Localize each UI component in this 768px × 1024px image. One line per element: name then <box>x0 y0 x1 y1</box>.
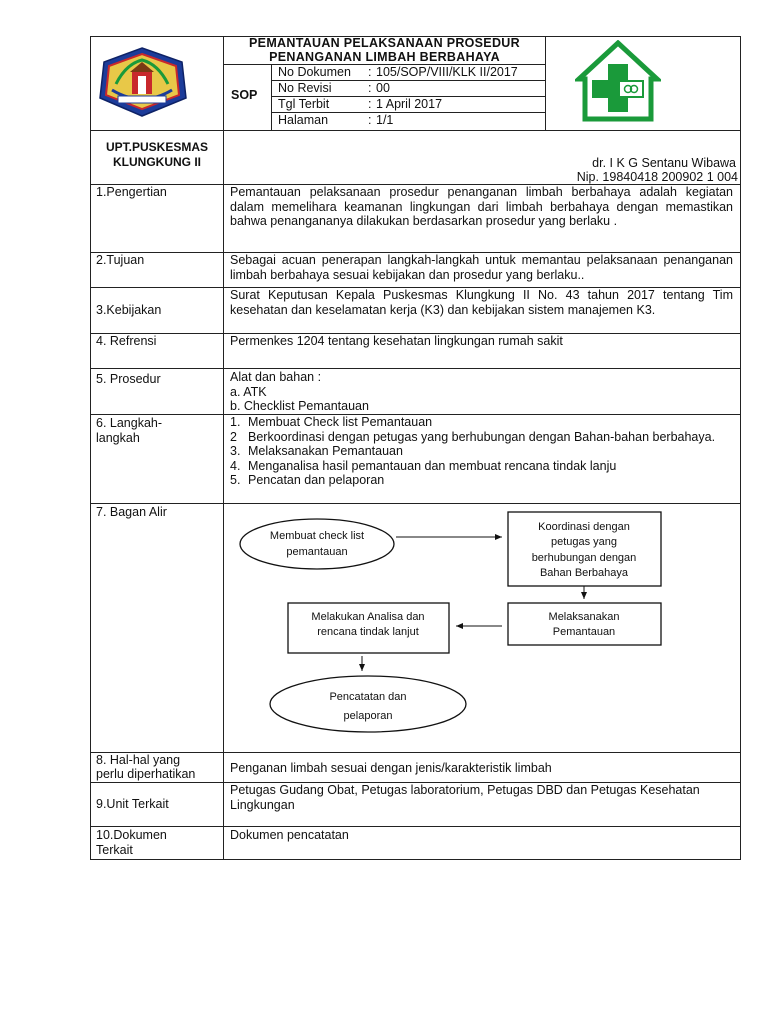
prosedur-line2: a. ATK <box>230 384 267 399</box>
flow-node-koordinasi-line3: berhubungan dengan <box>531 552 637 564</box>
flow-node-pencatatan-line1: Pencatatan dan <box>329 691 407 703</box>
document-title-line1: PEMANTAUAN PELAKSANAAN PROSEDUR <box>249 36 520 50</box>
meta-key: Halaman <box>278 113 329 127</box>
list-item <box>230 444 733 459</box>
sop-label: SOP <box>231 88 258 102</box>
langkah-label-line1: 6. Langkah- <box>96 416 163 430</box>
flow-node-melaksanakan-line1: Melaksanakan <box>548 611 620 623</box>
meta-colon: : <box>368 81 372 95</box>
list-item <box>230 430 733 445</box>
meta-row-tgl-terbit <box>272 96 542 112</box>
step-number: 5. <box>230 473 241 487</box>
row-text-hal: Penganan limbah sesuai dengan jenis/karakteristik limbah <box>230 761 552 775</box>
step-number: 3. <box>230 444 241 458</box>
step-text: Berkoordinasi dengan petugas yang berhubungan dengan Bahan-bahan berbahaya. <box>248 429 716 444</box>
dokumen-label-line2: Terkait <box>96 843 133 857</box>
list-item <box>230 459 733 474</box>
organization-name <box>91 140 223 170</box>
meta-value: 1/1 <box>376 113 394 127</box>
row-label-unit: 9.Unit Terkait <box>96 797 169 811</box>
flow-node-analisa-line1: Melakukan Analisa dan <box>311 611 425 623</box>
meta-value: 1 April 2017 <box>376 97 443 111</box>
meta-value: 105/SOP/VIII/KLK II/2017 <box>376 65 518 79</box>
step-text: Melaksanakan Pemantauan <box>248 444 403 458</box>
flow-node-koordinasi-line4: Bahan Berbahaya <box>539 567 629 579</box>
organization-line1: UPT.PUSKESMAS <box>105 140 209 154</box>
organization-line2: KLUNGKUNG II <box>113 155 201 169</box>
row-text-prosedur <box>230 370 733 414</box>
meta-row-halaman <box>272 112 542 128</box>
row-label-hal <box>96 753 195 781</box>
row-label-tujuan: 2.Tujuan <box>96 253 145 267</box>
meta-key: No Dokumen <box>278 65 351 79</box>
step-number: 4. <box>230 458 241 473</box>
row-label-bagan: 7. Bagan Alir <box>96 505 167 519</box>
row-text-referensi: Permenkes 1204 tentang kesehatan lingkungan rumah sakit <box>230 334 563 348</box>
regional-crest-logo <box>96 46 188 118</box>
step-text: Pencatan dan pelaporan <box>248 473 385 487</box>
meta-key: No Revisi <box>278 81 332 95</box>
flow-node-koordinasi-line2: petugas yang <box>550 536 618 548</box>
prosedur-line1: Alat dan bahan : <box>230 370 322 384</box>
meta-row-no-revisi <box>272 80 542 96</box>
meta-value: 00 <box>376 81 390 95</box>
meta-colon: : <box>368 113 372 127</box>
flow-node-checklist <box>240 519 394 569</box>
prosedur-line3: b. Checklist Pemantauan <box>230 399 369 413</box>
steps-list <box>230 415 733 488</box>
row-text-unit: Petugas Gudang Obat, Petugas laboratorium, Petugas DBD dan Petugas Kesehatan Lingkungan <box>230 783 700 812</box>
row-text-pengertian: Pemantauan pelaksanaan prosedur penanganan limbah berbahaya adalah kegiatan dalam memelihara keamanan lingkungan dari limbah berbahaya dengan memastikan bahwa penangananya dilakukan berdasarkan prosedur yang berlaku . <box>230 185 733 228</box>
flow-node-melaksanakan-line2: Pemantauan <box>552 626 616 638</box>
list-item <box>230 415 733 430</box>
puskesmas-logo <box>575 40 661 124</box>
dokumen-label-line1: 10.Dokumen <box>96 828 167 842</box>
langkah-label-line2: langkah <box>96 430 140 445</box>
step-number: 2 <box>230 429 237 444</box>
row-label-dokumen <box>96 828 167 858</box>
signer-nip: Nip. 19840418 200902 1 004 <box>576 170 738 184</box>
row-text-tujuan: Sebagai acuan penerapan langkah-langkah untuk memantau pelaksanaan penanganan limbah berbahaya sesuai kebijakan dan prosedur yang berlaku.. <box>230 253 733 282</box>
row-label-langkah <box>96 416 162 445</box>
row-label-prosedur: 5. Prosedur <box>96 372 161 386</box>
document-title-line2: PENANGANAN LIMBAH BERBAHAYA <box>269 49 500 64</box>
row-label-pengertian: 1.Pengertian <box>96 185 167 199</box>
flow-node-koordinasi-line1: Koordinasi dengan <box>538 521 630 533</box>
flow-node-analisa-line2: rencana tindak lanjut <box>317 626 419 638</box>
row-text-dokumen: Dokumen pencatatan <box>230 828 349 842</box>
row-text-kebijakan: Surat Keputusan Kepala Puskesmas Klungkung II No. 43 tahun 2017 tentang Tim kesehatan dan keselamatan kerja (K3) dan kebijakan sistem manajemen K3. <box>230 288 733 317</box>
list-item <box>230 473 733 488</box>
step-text: Menganalisa hasil pemantauan dan membuat rencana tindak lanju <box>248 458 617 473</box>
row-label-referensi: 4. Refrensi <box>96 334 157 348</box>
meta-colon: : <box>368 97 372 111</box>
document-title <box>224 37 545 64</box>
row-label-kebijakan: 3.Kebijakan <box>96 303 162 317</box>
meta-colon: : <box>368 65 372 79</box>
step-text: Membuat Check list Pemantauan <box>248 415 433 429</box>
signer-name: dr. I K G Sentanu Wibawa <box>592 156 736 170</box>
meta-key: Tgl Terbit <box>278 97 330 111</box>
flowchart <box>224 504 740 752</box>
flow-node-checklist-line2: pemantauan <box>286 546 348 558</box>
step-number: 1. <box>230 415 241 429</box>
meta-row-no-dokumen <box>272 64 542 80</box>
flow-node-checklist-line1: Membuat check list <box>269 530 365 542</box>
flow-node-pencatatan <box>270 676 466 732</box>
flow-node-melaksanakan <box>508 603 661 645</box>
hal-label-line2: perlu diperhatikan <box>96 767 196 781</box>
hal-label-line1: 8. Hal-hal yang <box>96 753 181 767</box>
flow-node-pencatatan-line2: pelaporan <box>343 710 393 722</box>
